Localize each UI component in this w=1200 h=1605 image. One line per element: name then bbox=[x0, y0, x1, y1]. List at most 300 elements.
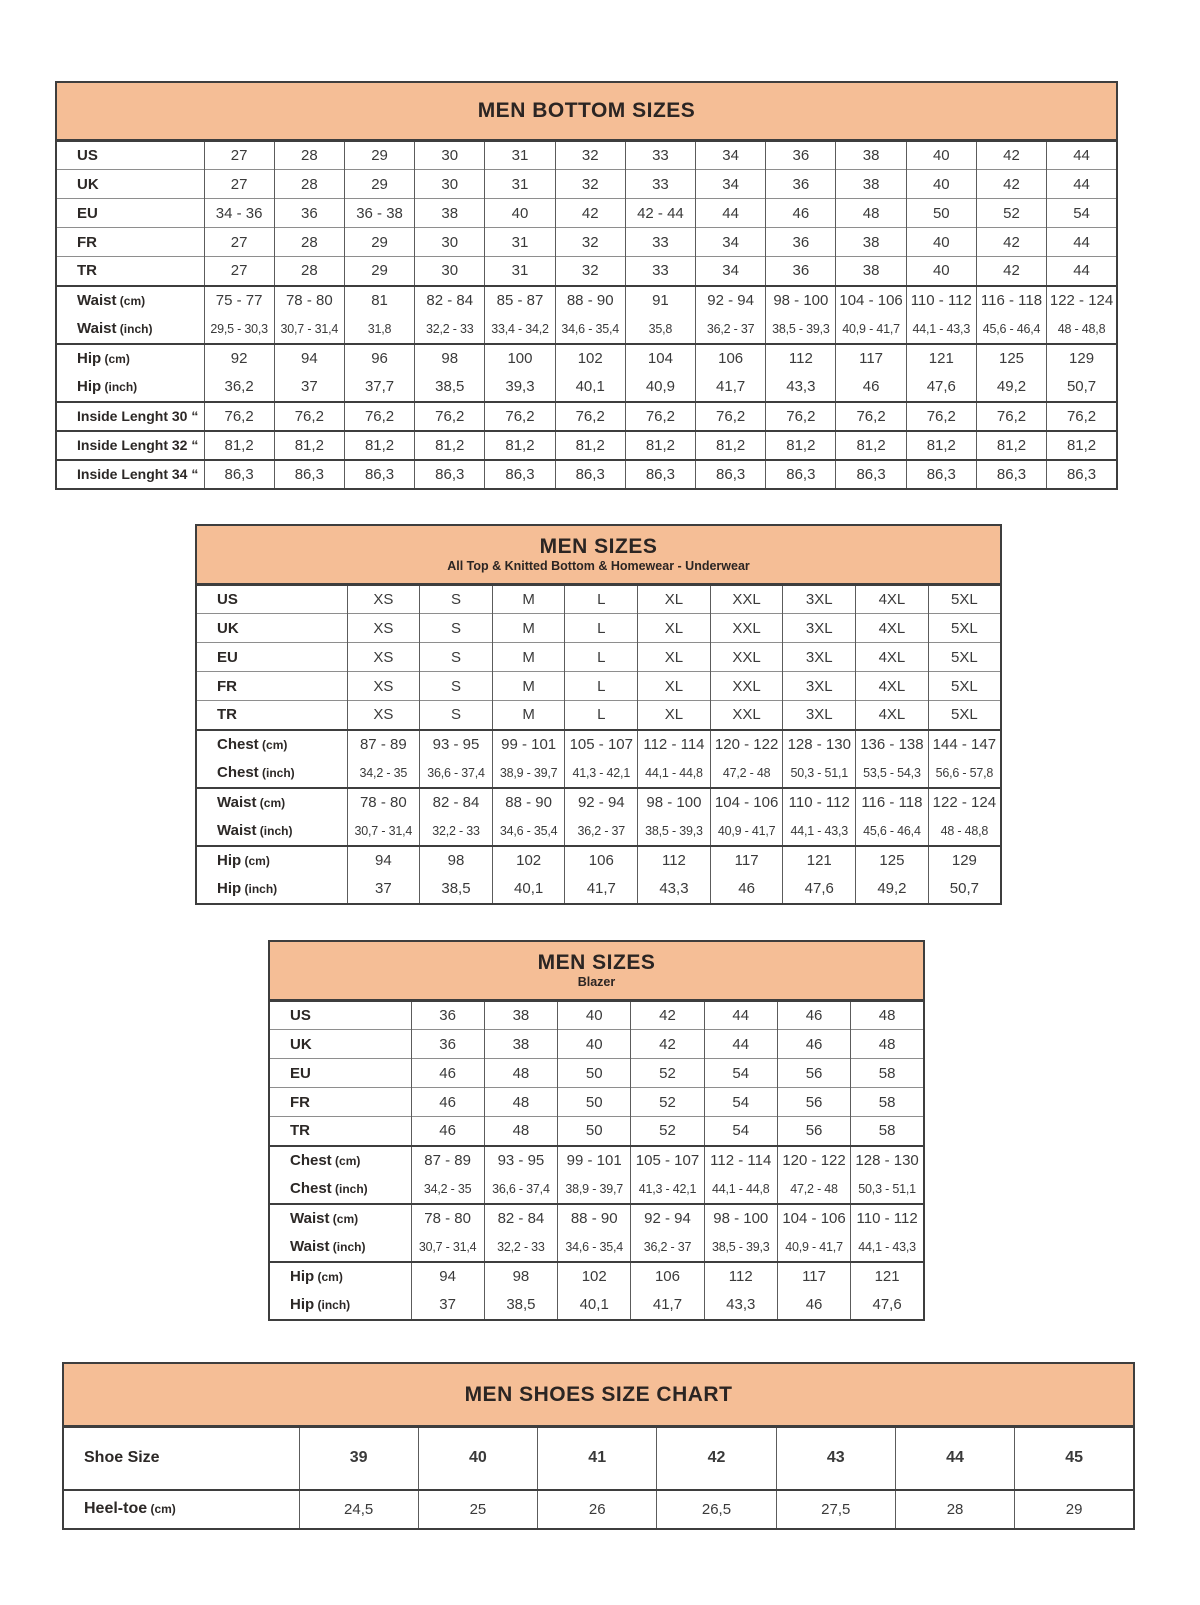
cell-value: 31 bbox=[485, 170, 555, 199]
cell-value: 129 bbox=[1047, 344, 1117, 373]
cell-value: 32,2 - 33 bbox=[420, 817, 493, 846]
cell-value: M bbox=[492, 614, 565, 643]
cell-value: 38 bbox=[415, 199, 485, 228]
cell-value: 36 bbox=[766, 170, 836, 199]
cell-value: 40,1 bbox=[492, 875, 565, 904]
cell-value: 92 - 94 bbox=[696, 286, 766, 315]
row-label: FR bbox=[290, 1093, 310, 1111]
cell-value: 85 - 87 bbox=[485, 286, 555, 315]
cell-value: 122 - 124 bbox=[1047, 286, 1117, 315]
cell-value: 76,2 bbox=[976, 402, 1046, 431]
cell-value: 121 bbox=[906, 344, 976, 373]
cell-value: 27 bbox=[204, 228, 274, 257]
table-row bbox=[56, 228, 1117, 257]
cell-value: 40,9 - 41,7 bbox=[710, 817, 783, 846]
cell-value: 87 - 89 bbox=[411, 1146, 484, 1175]
cell-value: XL bbox=[638, 672, 711, 701]
row-label: EU bbox=[217, 648, 238, 666]
cell-value: 4XL bbox=[856, 614, 929, 643]
cell-value: 25 bbox=[418, 1490, 537, 1529]
table-row bbox=[56, 431, 1117, 460]
cell-value: 50,7 bbox=[1047, 373, 1117, 402]
cell-value: 94 bbox=[411, 1262, 484, 1291]
cell-value: 98 - 100 bbox=[638, 788, 711, 817]
cell-value: 29,5 - 30,3 bbox=[204, 315, 274, 344]
cell-value: 54 bbox=[1047, 199, 1117, 228]
cell-value: 81 bbox=[344, 286, 414, 315]
cell-value: 98 - 100 bbox=[766, 286, 836, 315]
cell-value: 96 bbox=[344, 344, 414, 373]
cell-value: 128 - 130 bbox=[783, 730, 856, 759]
table-header-row bbox=[269, 941, 924, 1001]
cell-value: 48 bbox=[484, 1088, 557, 1117]
cell-value: 94 bbox=[274, 344, 344, 373]
cell-value: 44 bbox=[1047, 141, 1117, 170]
cell-value: 31 bbox=[485, 228, 555, 257]
cell-value: 88 - 90 bbox=[555, 286, 625, 315]
cell-value: 41,7 bbox=[631, 1291, 704, 1320]
cell-value: 4XL bbox=[856, 701, 929, 730]
cell-value: 58 bbox=[851, 1117, 924, 1146]
cell-value: 37,7 bbox=[344, 373, 414, 402]
row-label: Waist (inch) bbox=[77, 320, 153, 337]
cell-value: 100 bbox=[485, 344, 555, 373]
cell-value: L bbox=[565, 701, 638, 730]
cell-value: 42 bbox=[976, 228, 1046, 257]
row-label: Shoe Size bbox=[84, 1449, 160, 1467]
cell-value: 86,3 bbox=[415, 460, 485, 489]
cell-value: 30,7 - 31,4 bbox=[274, 315, 344, 344]
cell-value: 3XL bbox=[783, 643, 856, 672]
table-title: MEN BOTTOM SIZES bbox=[477, 99, 696, 123]
cell-value: 81,2 bbox=[274, 431, 344, 460]
table-row bbox=[196, 614, 1001, 643]
cell-value: 76,2 bbox=[1047, 402, 1117, 431]
cell-value: 81,2 bbox=[696, 431, 766, 460]
cell-value: 98 bbox=[415, 344, 485, 373]
cell-value: 105 - 107 bbox=[631, 1146, 704, 1175]
cell-value: 40,1 bbox=[555, 373, 625, 402]
cell-value: 48 bbox=[851, 1030, 924, 1059]
row-label: UK bbox=[77, 175, 99, 193]
cell-value: 112 bbox=[766, 344, 836, 373]
cell-value: 144 - 147 bbox=[928, 730, 1001, 759]
cell-value: 5XL bbox=[928, 614, 1001, 643]
cell-value: 47,2 - 48 bbox=[710, 759, 783, 788]
cell-value: 81,2 bbox=[906, 431, 976, 460]
cell-value: 34 bbox=[696, 228, 766, 257]
table-row bbox=[63, 1490, 1134, 1529]
cell-value: 46 bbox=[777, 1291, 850, 1320]
row-label: Chest (inch) bbox=[217, 764, 295, 781]
cell-value: 112 - 114 bbox=[638, 730, 711, 759]
cell-value: 76,2 bbox=[204, 402, 274, 431]
table-row bbox=[56, 373, 1117, 402]
cell-value: XXL bbox=[710, 614, 783, 643]
cell-value: 129 bbox=[928, 846, 1001, 875]
cell-value: 34,2 - 35 bbox=[347, 759, 420, 788]
table-row bbox=[269, 1262, 924, 1291]
cell-value: 32 bbox=[555, 170, 625, 199]
table-title: MEN SIZES bbox=[537, 951, 656, 975]
cell-value: 40 bbox=[558, 1001, 631, 1030]
table-row bbox=[56, 460, 1117, 489]
cell-value: 88 - 90 bbox=[492, 788, 565, 817]
cell-value: 78 - 80 bbox=[347, 788, 420, 817]
cell-value: 43,3 bbox=[638, 875, 711, 904]
row-label: Hip (inch) bbox=[217, 880, 278, 897]
row-label: EU bbox=[290, 1064, 311, 1082]
cell-value: 38,5 - 39,3 bbox=[638, 817, 711, 846]
cell-value: 44 bbox=[1047, 228, 1117, 257]
cell-value: 4XL bbox=[856, 585, 929, 614]
cell-value: 28 bbox=[274, 141, 344, 170]
cell-value: 38,5 - 39,3 bbox=[766, 315, 836, 344]
table-row bbox=[56, 141, 1117, 170]
row-label: Hip (inch) bbox=[290, 1296, 351, 1313]
row-label: UK bbox=[217, 619, 239, 637]
cell-value: 44 bbox=[1047, 170, 1117, 199]
cell-value: 38,5 - 39,3 bbox=[704, 1233, 777, 1262]
cell-value: 104 - 106 bbox=[710, 788, 783, 817]
cell-value: 98 bbox=[420, 846, 493, 875]
cell-value: 58 bbox=[851, 1088, 924, 1117]
cell-value: 32,2 - 33 bbox=[484, 1233, 557, 1262]
table-row bbox=[196, 672, 1001, 701]
cell-value: 76,2 bbox=[344, 402, 414, 431]
cell-value: 104 bbox=[625, 344, 695, 373]
cell-value: 40,9 bbox=[625, 373, 695, 402]
cell-value: 48 bbox=[851, 1001, 924, 1030]
table-header-row bbox=[56, 82, 1117, 141]
cell-value: 98 - 100 bbox=[704, 1204, 777, 1233]
cell-value: 46 bbox=[766, 199, 836, 228]
cell-value: 36,2 bbox=[204, 373, 274, 402]
row-label: Hip (cm) bbox=[217, 852, 270, 869]
cell-value: 76,2 bbox=[766, 402, 836, 431]
cell-value: 40 bbox=[906, 170, 976, 199]
cell-value: XS bbox=[347, 672, 420, 701]
cell-value: 81,2 bbox=[625, 431, 695, 460]
cell-value: 38 bbox=[484, 1030, 557, 1059]
row-label: Hip (cm) bbox=[77, 350, 130, 367]
cell-value: S bbox=[420, 643, 493, 672]
cell-value: 86,3 bbox=[836, 460, 906, 489]
cell-value: 81,2 bbox=[415, 431, 485, 460]
cell-value: 29 bbox=[1015, 1490, 1134, 1529]
cell-value: 36 bbox=[274, 199, 344, 228]
cell-value: 36,2 - 37 bbox=[631, 1233, 704, 1262]
row-label: Waist (cm) bbox=[217, 794, 286, 811]
cell-value: 38 bbox=[836, 170, 906, 199]
cell-value: 86,3 bbox=[906, 460, 976, 489]
table-row bbox=[56, 315, 1117, 344]
cell-value: 48 - 48,8 bbox=[928, 817, 1001, 846]
cell-value: 117 bbox=[710, 846, 783, 875]
cell-value: 30 bbox=[415, 170, 485, 199]
cell-value: 121 bbox=[851, 1262, 924, 1291]
cell-value: 56 bbox=[777, 1117, 850, 1146]
cell-value: 117 bbox=[777, 1262, 850, 1291]
cell-value: 36 bbox=[766, 257, 836, 286]
table-row bbox=[56, 344, 1117, 373]
cell-value: 31,8 bbox=[344, 315, 414, 344]
cell-value: 30 bbox=[415, 228, 485, 257]
cell-value: 3XL bbox=[783, 614, 856, 643]
row-label: Chest (cm) bbox=[217, 736, 288, 753]
cell-value: 76,2 bbox=[274, 402, 344, 431]
cell-value: 26 bbox=[538, 1490, 657, 1529]
table-row bbox=[56, 170, 1117, 199]
size-grid bbox=[195, 524, 1002, 905]
cell-value: 116 - 118 bbox=[976, 286, 1046, 315]
cell-value: 34,6 - 35,4 bbox=[492, 817, 565, 846]
cell-value: M bbox=[492, 672, 565, 701]
row-label: Waist (inch) bbox=[217, 822, 293, 839]
table-subtitle: Blazer bbox=[577, 975, 616, 990]
cell-value: 105 - 107 bbox=[565, 730, 638, 759]
cell-value: 76,2 bbox=[696, 402, 766, 431]
cell-value: 27 bbox=[204, 257, 274, 286]
table-row bbox=[269, 1291, 924, 1320]
cell-value: S bbox=[420, 585, 493, 614]
cell-value: 102 bbox=[555, 344, 625, 373]
cell-value: 32 bbox=[555, 141, 625, 170]
cell-value: 42 - 44 bbox=[625, 199, 695, 228]
cell-value: 56 bbox=[777, 1059, 850, 1088]
table-row bbox=[269, 1175, 924, 1204]
cell-value: 32 bbox=[555, 228, 625, 257]
cell-value: 81,2 bbox=[555, 431, 625, 460]
cell-value: 54 bbox=[704, 1088, 777, 1117]
cell-value: 33 bbox=[625, 170, 695, 199]
cell-value: 46 bbox=[710, 875, 783, 904]
row-label: EU bbox=[77, 204, 98, 222]
cell-value: 48 bbox=[836, 199, 906, 228]
cell-value: 5XL bbox=[928, 701, 1001, 730]
cell-value: M bbox=[492, 701, 565, 730]
cell-value: 42 bbox=[657, 1427, 776, 1490]
cell-value: 41,3 - 42,1 bbox=[631, 1175, 704, 1204]
cell-value: 81,2 bbox=[836, 431, 906, 460]
cell-value: S bbox=[420, 672, 493, 701]
cell-value: 28 bbox=[274, 257, 344, 286]
cell-value: 38 bbox=[484, 1001, 557, 1030]
cell-value: 50 bbox=[558, 1088, 631, 1117]
cell-value: 92 bbox=[204, 344, 274, 373]
cell-value: 28 bbox=[274, 228, 344, 257]
cell-value: 49,2 bbox=[976, 373, 1046, 402]
table-row bbox=[196, 701, 1001, 730]
cell-value: 29 bbox=[344, 170, 414, 199]
cell-value: 33 bbox=[625, 257, 695, 286]
cell-value: 44 bbox=[1047, 257, 1117, 286]
cell-value: 76,2 bbox=[555, 402, 625, 431]
table-row bbox=[269, 1233, 924, 1262]
cell-value: 120 - 122 bbox=[777, 1146, 850, 1175]
cell-value: 86,3 bbox=[555, 460, 625, 489]
table-header-row bbox=[63, 1363, 1134, 1427]
cell-value: XXL bbox=[710, 585, 783, 614]
cell-value: 52 bbox=[631, 1059, 704, 1088]
cell-value: M bbox=[492, 643, 565, 672]
row-label: Heel-toe (cm) bbox=[84, 1500, 176, 1517]
cell-value: 38,5 bbox=[420, 875, 493, 904]
cell-value: 81,2 bbox=[976, 431, 1046, 460]
cell-value: 53,5 - 54,3 bbox=[856, 759, 929, 788]
cell-value: 112 bbox=[638, 846, 711, 875]
row-label: TR bbox=[217, 706, 237, 724]
cell-value: 102 bbox=[558, 1262, 631, 1291]
table-row bbox=[196, 875, 1001, 904]
cell-value: 34,6 - 35,4 bbox=[558, 1233, 631, 1262]
cell-value: 42 bbox=[976, 170, 1046, 199]
cell-value: 29 bbox=[344, 257, 414, 286]
row-label: TR bbox=[290, 1122, 310, 1140]
cell-value: 45,6 - 46,4 bbox=[976, 315, 1046, 344]
cell-value: L bbox=[565, 585, 638, 614]
cell-value: 38,9 - 39,7 bbox=[492, 759, 565, 788]
cell-value: 38,5 bbox=[484, 1291, 557, 1320]
cell-value: 27,5 bbox=[776, 1490, 895, 1529]
cell-value: 44 bbox=[704, 1001, 777, 1030]
cell-value: 76,2 bbox=[625, 402, 695, 431]
cell-value: 86,3 bbox=[204, 460, 274, 489]
cell-value: S bbox=[420, 614, 493, 643]
row-label: US bbox=[77, 147, 98, 164]
cell-value: 86,3 bbox=[766, 460, 836, 489]
cell-value: 34 bbox=[696, 170, 766, 199]
cell-value: 38,9 - 39,7 bbox=[558, 1175, 631, 1204]
cell-value: XL bbox=[638, 701, 711, 730]
cell-value: 40,1 bbox=[558, 1291, 631, 1320]
cell-value: 33 bbox=[625, 141, 695, 170]
cell-value: L bbox=[565, 614, 638, 643]
cell-value: 40,9 - 41,7 bbox=[836, 315, 906, 344]
cell-value: 40 bbox=[906, 141, 976, 170]
cell-value: 36 bbox=[766, 228, 836, 257]
table-row bbox=[56, 257, 1117, 286]
cell-value: 82 - 84 bbox=[415, 286, 485, 315]
row-label: FR bbox=[77, 233, 97, 251]
cell-value: 112 - 114 bbox=[704, 1146, 777, 1175]
table-row bbox=[269, 1001, 924, 1030]
cell-value: 44,1 - 44,8 bbox=[704, 1175, 777, 1204]
cell-value: 36 bbox=[766, 141, 836, 170]
cell-value: 3XL bbox=[783, 701, 856, 730]
cell-value: 76,2 bbox=[836, 402, 906, 431]
row-label: UK bbox=[290, 1035, 312, 1053]
cell-value: 125 bbox=[976, 344, 1046, 373]
table-row bbox=[269, 1059, 924, 1088]
cell-value: 46 bbox=[411, 1059, 484, 1088]
cell-value: 76,2 bbox=[415, 402, 485, 431]
table-row bbox=[196, 643, 1001, 672]
cell-value: 78 - 80 bbox=[274, 286, 344, 315]
men-sizes-tops-table bbox=[195, 524, 1002, 905]
cell-value: 36 - 38 bbox=[344, 199, 414, 228]
cell-value: 5XL bbox=[928, 585, 1001, 614]
table-row bbox=[269, 1117, 924, 1146]
men-shoes-size-chart-table bbox=[62, 1362, 1135, 1530]
cell-value: 28 bbox=[274, 170, 344, 199]
cell-value: 117 bbox=[836, 344, 906, 373]
cell-value: L bbox=[565, 643, 638, 672]
cell-value: 92 - 94 bbox=[631, 1204, 704, 1233]
table-row bbox=[56, 402, 1117, 431]
cell-value: 39 bbox=[299, 1427, 418, 1490]
cell-value: XL bbox=[638, 585, 711, 614]
cell-value: 93 - 95 bbox=[484, 1146, 557, 1175]
cell-value: 29 bbox=[344, 228, 414, 257]
cell-value: 36,6 - 37,4 bbox=[484, 1175, 557, 1204]
cell-value: 44 bbox=[704, 1030, 777, 1059]
cell-value: 82 - 84 bbox=[420, 788, 493, 817]
table-row bbox=[269, 1204, 924, 1233]
cell-value: 87 - 89 bbox=[347, 730, 420, 759]
table-row bbox=[196, 759, 1001, 788]
cell-value: 81,2 bbox=[204, 431, 274, 460]
cell-value: 91 bbox=[625, 286, 695, 315]
cell-value: 44,1 - 43,3 bbox=[906, 315, 976, 344]
cell-value: 37 bbox=[411, 1291, 484, 1320]
cell-value: 86,3 bbox=[274, 460, 344, 489]
cell-value: 34,2 - 35 bbox=[411, 1175, 484, 1204]
cell-value: 44,1 - 43,3 bbox=[783, 817, 856, 846]
cell-value: 46 bbox=[411, 1117, 484, 1146]
cell-value: 44,1 - 43,3 bbox=[851, 1233, 924, 1262]
row-label: Chest (cm) bbox=[290, 1152, 361, 1169]
cell-value: 54 bbox=[704, 1117, 777, 1146]
cell-value: 41,7 bbox=[696, 373, 766, 402]
cell-value: 50,3 - 51,1 bbox=[783, 759, 856, 788]
row-label: Waist (cm) bbox=[290, 1210, 359, 1227]
cell-value: 54 bbox=[704, 1059, 777, 1088]
cell-value: 47,6 bbox=[783, 875, 856, 904]
cell-value: 39,3 bbox=[485, 373, 555, 402]
cell-value: 92 - 94 bbox=[565, 788, 638, 817]
cell-value: L bbox=[565, 672, 638, 701]
cell-value: 3XL bbox=[783, 585, 856, 614]
cell-value: 46 bbox=[836, 373, 906, 402]
cell-value: 38 bbox=[836, 257, 906, 286]
cell-value: 104 - 106 bbox=[777, 1204, 850, 1233]
cell-value: 30 bbox=[415, 257, 485, 286]
cell-value: 76,2 bbox=[906, 402, 976, 431]
cell-value: 44,1 - 44,8 bbox=[638, 759, 711, 788]
cell-value: 37 bbox=[347, 875, 420, 904]
cell-value: 52 bbox=[631, 1117, 704, 1146]
table-row bbox=[269, 1146, 924, 1175]
cell-value: 36,6 - 37,4 bbox=[420, 759, 493, 788]
row-label: Chest (inch) bbox=[290, 1180, 368, 1197]
cell-value: 36 bbox=[411, 1001, 484, 1030]
cell-value: 86,3 bbox=[696, 460, 766, 489]
cell-value: 50,7 bbox=[928, 875, 1001, 904]
row-label: Inside Lenght 30 “ bbox=[77, 408, 199, 424]
men-bottom-sizes-table bbox=[55, 81, 1118, 490]
cell-value: 44 bbox=[696, 199, 766, 228]
cell-value: 48 bbox=[484, 1117, 557, 1146]
cell-value: 94 bbox=[347, 846, 420, 875]
cell-value: XXL bbox=[710, 643, 783, 672]
cell-value: 99 - 101 bbox=[558, 1146, 631, 1175]
cell-value: 110 - 112 bbox=[906, 286, 976, 315]
table-row bbox=[196, 730, 1001, 759]
cell-value: 42 bbox=[555, 199, 625, 228]
cell-value: 104 - 106 bbox=[836, 286, 906, 315]
cell-value: 102 bbox=[492, 846, 565, 875]
